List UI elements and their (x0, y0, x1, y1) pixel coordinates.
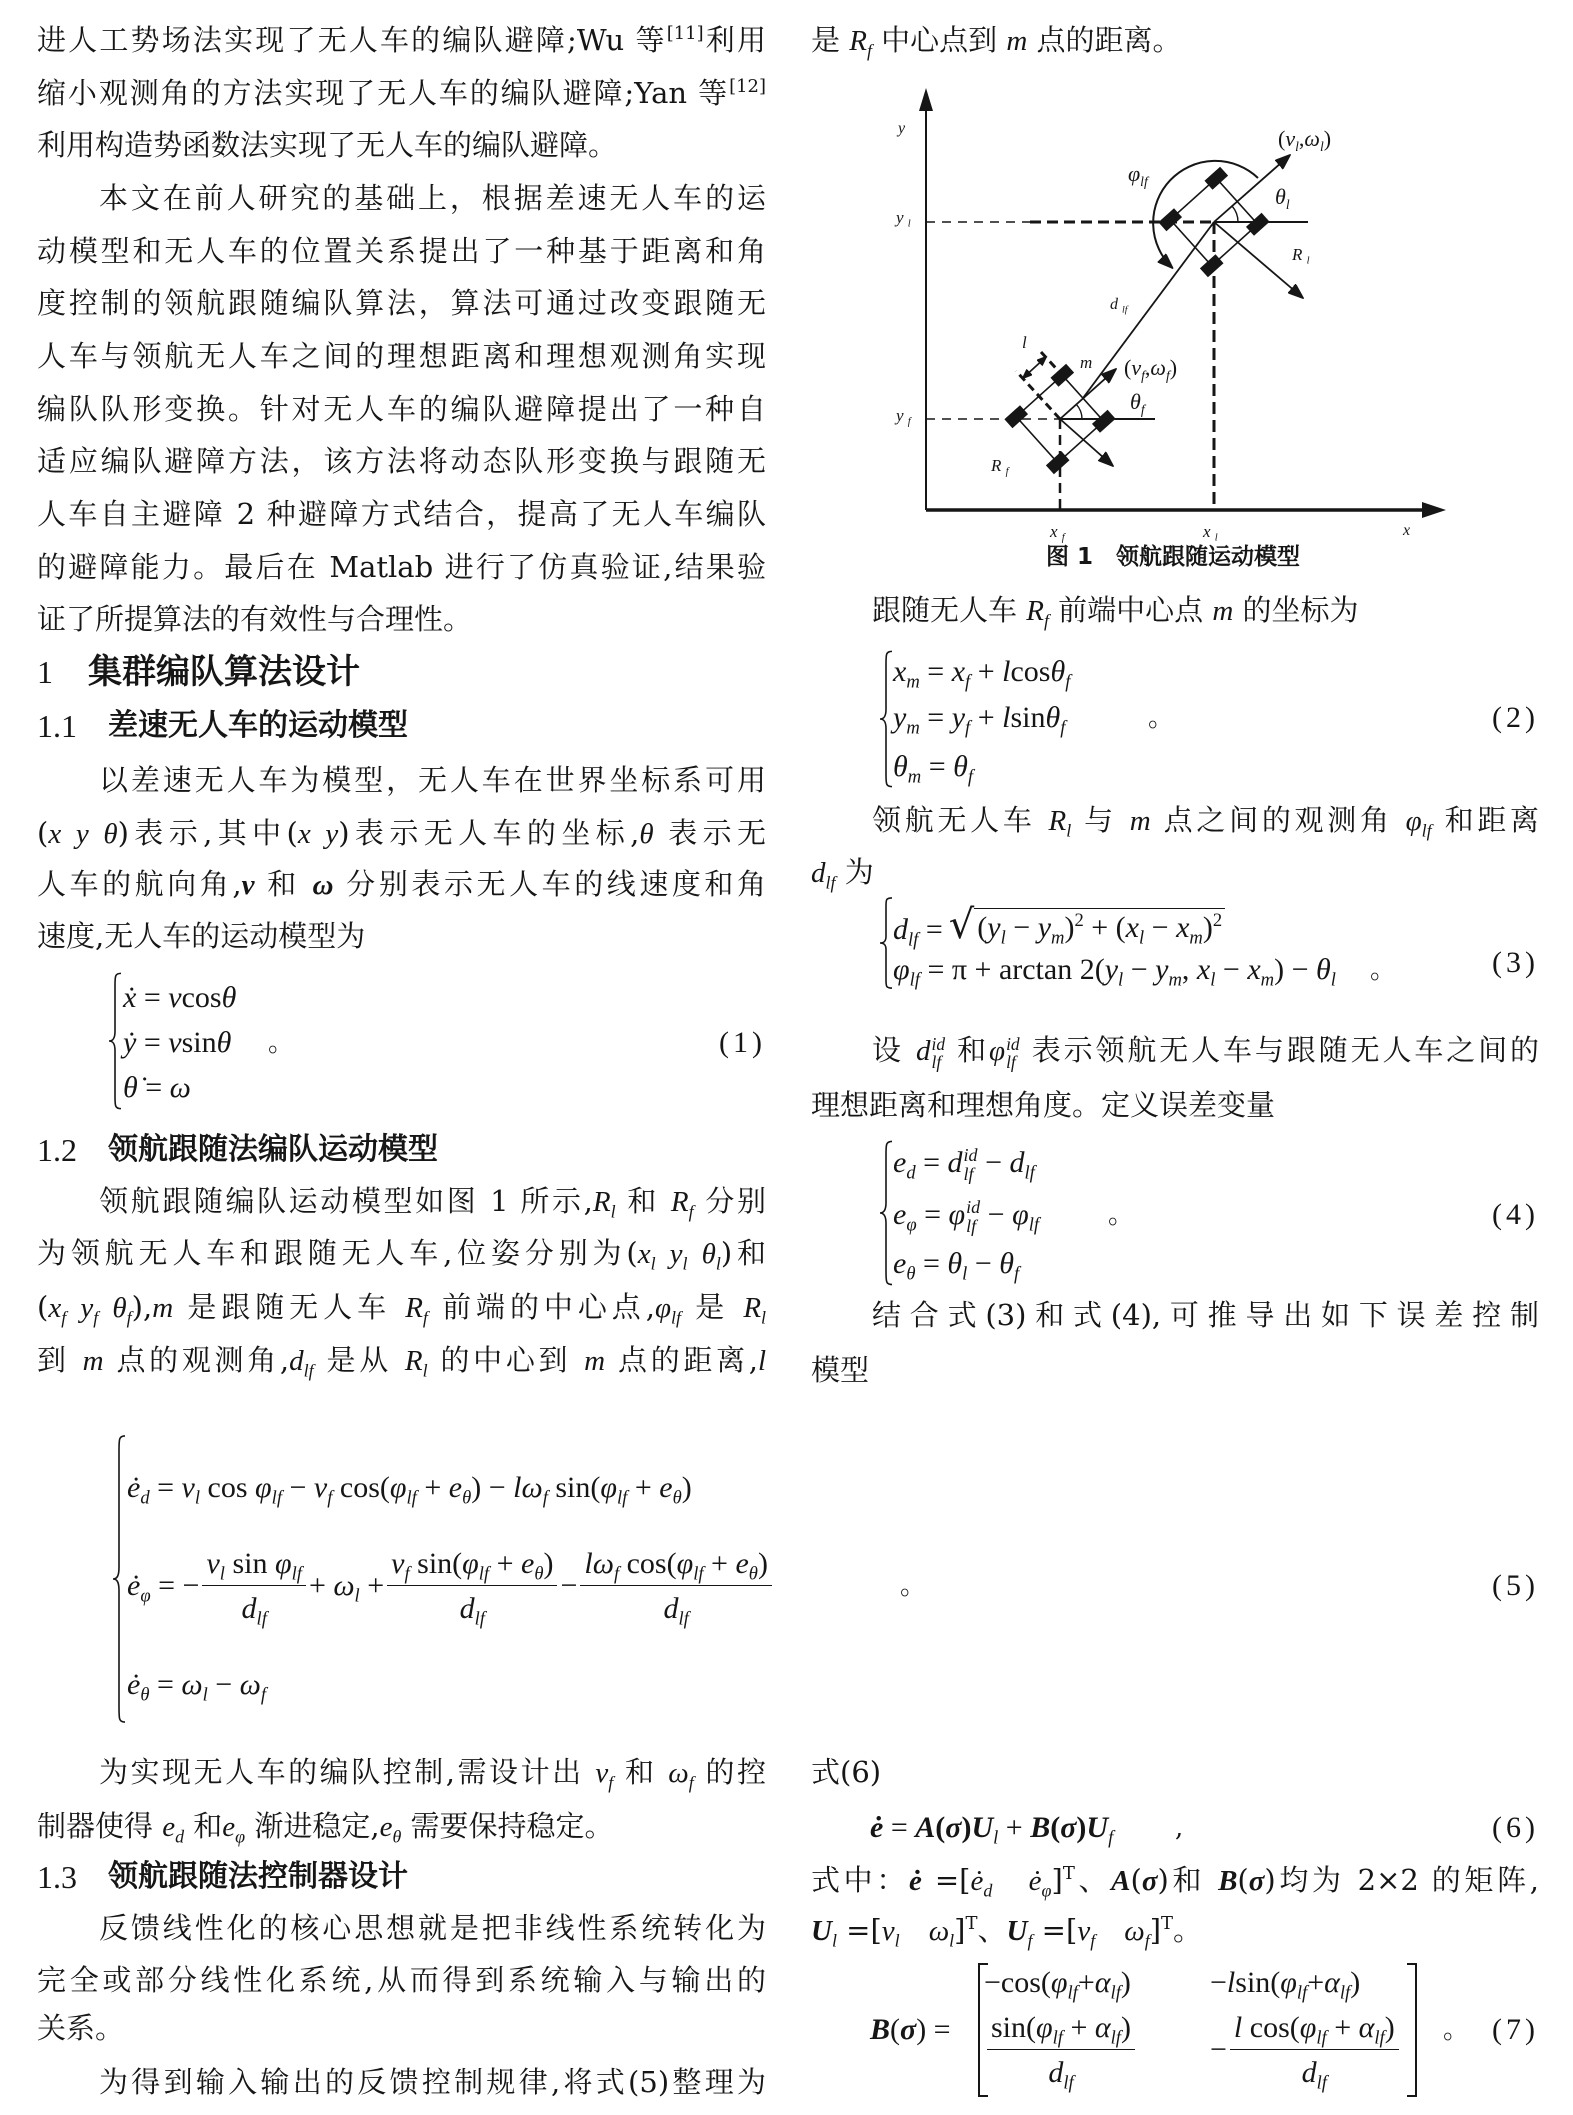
radical-sign: √ (948, 902, 975, 948)
section-title: 集群编队算法设计 (88, 652, 360, 692)
equation-number: (5) (1492, 1569, 1539, 1602)
text-line: 完全或部分线性化系统,从而得到系统输入与输出的 (37, 1963, 766, 1997)
text-line: 关系。 (37, 2011, 125, 2045)
text-line: 缩小观测角的方法实现了无人车的编队避障;Yan 等[12] (37, 76, 766, 110)
text-line: 适应编队避障方法，该方法将动态队形变换与跟随无 (37, 444, 766, 478)
equation-number: (6) (1492, 1811, 1539, 1844)
theta-l-arc (1232, 206, 1238, 222)
text-line: 速度,无人车的运动模型为 (37, 919, 366, 953)
text-line: 领航无人车 $R_l$ 与 m 点之间的观测角 $\varphi_{lf}$ 和距离 (872, 803, 1540, 841)
text-line: 人车与领航无人车之间的理想距离和理想观测角实现 (37, 339, 766, 373)
theta-f-label: $\theta_f$ (1130, 389, 1145, 417)
x-axis-arrowhead (1422, 502, 1446, 518)
fraction-denominator: $d_{lf}$ (459, 1592, 485, 1630)
equation-2-row: $x_m = x_f + lcos\theta_f$ (893, 655, 1071, 693)
leader-lateral-arrow (1214, 222, 1303, 298)
text-line: 以差速无人车为模型，无人车在世界坐标系可用 (99, 763, 766, 797)
text-line: 结合式(3)和式(4),可推导出如下误差控制 (872, 1298, 1539, 1332)
equation-1-row: θ̇ = ω (123, 1071, 191, 1104)
equation-number: (2) (1492, 701, 1539, 734)
text-line: 利用构造势函数法实现了无人车的编队避障。 (37, 128, 618, 162)
l-label: l (1022, 333, 1027, 352)
y-f-label: y $_f$ (896, 406, 911, 428)
text-line: 的避障能力。最后在 Matlab 进行了仿真验证,结果验 (37, 550, 766, 584)
text-line: (x y θ)表示,其中(x y)表示无人车的坐标,θ 表示无 (37, 816, 767, 850)
equation-brace (112, 1433, 126, 1725)
equation-brace (108, 972, 122, 1110)
matrix-right-bracket (1407, 1963, 1417, 2097)
x-f-label: x $_f$ (1050, 522, 1065, 544)
fraction (1230, 2009, 1399, 2092)
equation-4-row: $e_d = d$ id lf − $d_{lf}$ (893, 1145, 1035, 1185)
equation-7-lhs: B(σ) = (870, 2013, 951, 2046)
equation-end-mark: 。 (1108, 1200, 1135, 1230)
text-line: 反馈线性化的核心思想就是把非线性系统转化为 (99, 1911, 766, 1945)
equation-7 (870, 1963, 1417, 2097)
equation-number: (4) (1492, 1198, 1539, 1231)
theta-f-arc (1076, 404, 1082, 419)
fraction (580, 1545, 772, 1628)
y-axis-label: y (898, 120, 906, 137)
text-line: 式中：ė $=[ė_d$ $ė_\varphi]^T$、A(σ)和 B(σ)均为 2×2 的矩阵, (811, 1863, 1539, 1901)
fraction-denominator: $d_{lf}$ (663, 1592, 689, 1630)
matrix-cell-2-2 (1210, 2009, 1415, 2092)
equation-6: ė = $A(\sigma)U_l + B(\sigma)U_f$ (870, 1811, 1114, 1849)
section-number: 1.3 (37, 1859, 77, 1895)
text-line: $d_{lf}$ 为 (811, 855, 874, 893)
l-dimension-guide-front (1041, 352, 1064, 377)
fraction-numerator: $v_l$ $\sin \varphi_{lf}$ (202, 1545, 305, 1587)
fraction-numerator: $l\omega_f$ $\cos(\varphi_{lf} + e_\theta)$ (580, 1545, 772, 1587)
radicand: $(y_l - y_m)^2 + (x_l - x_m)^2$ (974, 908, 1225, 947)
fraction-denominator: $d_{lf}$ (241, 1592, 267, 1630)
fraction-numerator: l $\cos(\varphi_{lf} + \alpha_{lf})$ (1230, 2009, 1399, 2051)
fraction (387, 1545, 557, 1628)
equation-1-row: ẏ = vsinθ (123, 1026, 232, 1059)
equation-3-lhs: $d_{lf}$ = (893, 913, 943, 951)
equation-brace (879, 897, 893, 989)
text-line: 编队队形变换。针对无人车的编队避障提出了一种自 (37, 392, 766, 426)
section-title: 差速无人车的运动模型 (108, 708, 408, 743)
fraction (987, 2009, 1135, 2092)
fraction-numerator: $\sin(\varphi_{lf} + \alpha_{lf})$ (987, 2009, 1135, 2051)
d-lf-label: d $_{lf}$ (1110, 296, 1128, 316)
equation-end-mark: 。 (1443, 2015, 1470, 2045)
text-line: 领航跟随编队运动模型如图 1 所示$,R_l$ 和 $R_f$ 分别 (99, 1184, 766, 1222)
fraction-denominator: $d_{lf}$ (1048, 2056, 1074, 2094)
text-line: $U_l =[v_l$ $\omega_l]^T$、$U_f =[v_f$ $\omega_f]^T$。 (811, 1913, 1203, 1951)
equation-number: (7) (1492, 2013, 1539, 2046)
y-l-label: y $_l$ (896, 208, 911, 230)
section-number: 1 (37, 654, 53, 690)
equation-end-mark: 。 (268, 1028, 295, 1058)
fraction (202, 1545, 305, 1628)
matrix-cell-2-1 (984, 2009, 1210, 2092)
minus-sign: − (560, 1569, 578, 1602)
equation-3-row: $\varphi_{lf} = \pi + \arctan 2(y_l - y_m$, $x_l - x_m) - \theta_l$ (893, 953, 1336, 991)
text-line: 是 $R_f$ 中心点到 m 点的距离。 (811, 23, 1182, 61)
text-line: 为得到输入输出的反馈控制规律,将式(5)整理为 (99, 2065, 766, 2099)
leader-name-label: R $_l$ (1292, 245, 1310, 267)
text-line: ($x_f$ $y_f$ $\theta_f),m$ 是跟随无人车 $R_f$ 前端的中心点$,\varphi_{lf}$ 是 $R_l$ (37, 1290, 767, 1328)
theta-l-label: $\theta_l$ (1275, 184, 1290, 212)
figure-1-diagram (880, 80, 1460, 550)
fraction-denominator: $d_{lf}$ (1301, 2056, 1327, 2094)
text-line: 设 d id lf 和φ id lf 表示领航无人车与跟随无人车之间的 (872, 1033, 1540, 1073)
equation-1-row: ẋ = vcosθ (123, 981, 237, 1014)
text-line: 为领航无人车和跟随无人车,位姿分别为($x_l$ $y_l$ $\theta_l$)和 (37, 1236, 766, 1274)
follower-name-label: R $_f$ (991, 456, 1009, 478)
text-line: 理想距离和理想角度。定义误差变量 (811, 1088, 1276, 1122)
matrix-cell-1-1: −cos( $\varphi_{lf}$ + $\alpha_{lf}$ ) (984, 1966, 1131, 2004)
equation-5-row: $ė_\theta = \omega_l - \omega_f$ (127, 1668, 267, 1706)
equation-brace (879, 650, 893, 788)
fraction-numerator: $v_f$ $\sin(\varphi_{lf} + e_\theta)$ (387, 1545, 557, 1587)
text-line: 为实现无人车的编队控制,需设计出 $v_f$ 和 $\omega_f$ 的控 (99, 1755, 767, 1793)
equation-end-mark: , (1175, 1813, 1184, 1843)
equation-2-row: $y_m = y_f + lsin\theta_f$ (893, 701, 1066, 739)
equation-5-row: $ė_d = v_l$ $\cos \varphi_{lf} - v_f$ $\cos(\varphi_{lf} + e_\theta) - l\omega_f$ $\sin(\varphi_{lf} + e_\theta)$ (127, 1471, 692, 1509)
equation-3-row (893, 897, 1225, 951)
leader-velocity-label: $(v_l,\omega_l)$ (1278, 126, 1332, 154)
equation-end-mark: 。 (1370, 955, 1397, 985)
text-line: 式(6) (811, 1755, 882, 1789)
text-line: 证了所提算法的有效性与合理性。 (37, 602, 473, 636)
equation-number: (3) (1492, 946, 1539, 979)
text-line: 制器使得 $e_d$ 和$e_\varphi$ 渐进稳定$,e_\theta$ 需要保持稳定。 (37, 1809, 614, 1847)
equation-5-middle: + $\omega_l$ + (308, 1569, 385, 1607)
figure-caption: 图 1 领航跟随运动模型 (1045, 544, 1300, 570)
equation-4-row: $e_\varphi = \varphi$ id lf − $\varphi_{lf}$ (893, 1197, 1040, 1237)
equation-end-mark: 。 (900, 1571, 927, 1601)
minus-sign: − (1210, 2033, 1227, 2066)
m-label: m (1080, 353, 1093, 372)
text-line: 度控制的领航跟随编队算法，算法可通过改变跟随无 (37, 286, 766, 320)
follower-velocity-label: $(v_f,\omega_f)$ (1124, 355, 1178, 383)
equation-end-mark: 。 (1148, 703, 1175, 733)
phi-lf-label: $\varphi_{lf}$ (1128, 161, 1148, 189)
section-number: 1.1 (37, 708, 77, 744)
text-line: 进人工势场法实现了无人车的编队避障;Wu 等[11]利用 (37, 23, 766, 57)
x-axis-label: x (1403, 522, 1411, 539)
equation-5-row (127, 1526, 775, 1646)
y-axis-arrowhead (919, 88, 933, 111)
matrix-left-bracket (978, 1963, 988, 2097)
section-title: 领航跟随法控制器设计 (108, 1859, 408, 1894)
equation-2-row: $\theta_m = \theta_f$ (893, 750, 974, 788)
text-line: 人车的航向角,ν 和 ω 分别表示无人车的线速度和角 (37, 867, 766, 901)
matrix-b (978, 1963, 1417, 2097)
text-line: 到 m 点的观测角$,d_{lf}$ 是从 $R_l$ 的中心到 m 点的距离,l (37, 1343, 767, 1381)
x-l-label: x $_l$ (1203, 522, 1218, 544)
text-line: 模型 (811, 1353, 870, 1387)
text-line: 动模型和无人车的位置关系提出了一种基于距离和角 (37, 234, 766, 268)
text-line: 本文在前人研究的基础上，根据差速无人车的运 (99, 181, 766, 215)
equation-brace (879, 1140, 893, 1286)
text-line: 人车自主避障 2 种避障方式结合，提高了无人车编队 (37, 497, 766, 531)
text-line: 跟随无人车 $R_f$ 前端中心点 m 的坐标为 (872, 593, 1359, 631)
section-number: 1.2 (37, 1132, 77, 1168)
equation-5-lhs: $ė_\varphi$ = − (127, 1569, 200, 1607)
equation-number: (1) (719, 1026, 766, 1059)
equation-4-row: $e_\theta = \theta_l - \theta_f$ (893, 1247, 1020, 1285)
l-dimension-arrow (1023, 357, 1046, 378)
section-title: 领航跟随法编队运动模型 (108, 1132, 438, 1167)
matrix-cell-1-2: − l sin( $\varphi_{lf}$ + $\alpha_{lf}$ ) (1210, 1966, 1361, 2004)
